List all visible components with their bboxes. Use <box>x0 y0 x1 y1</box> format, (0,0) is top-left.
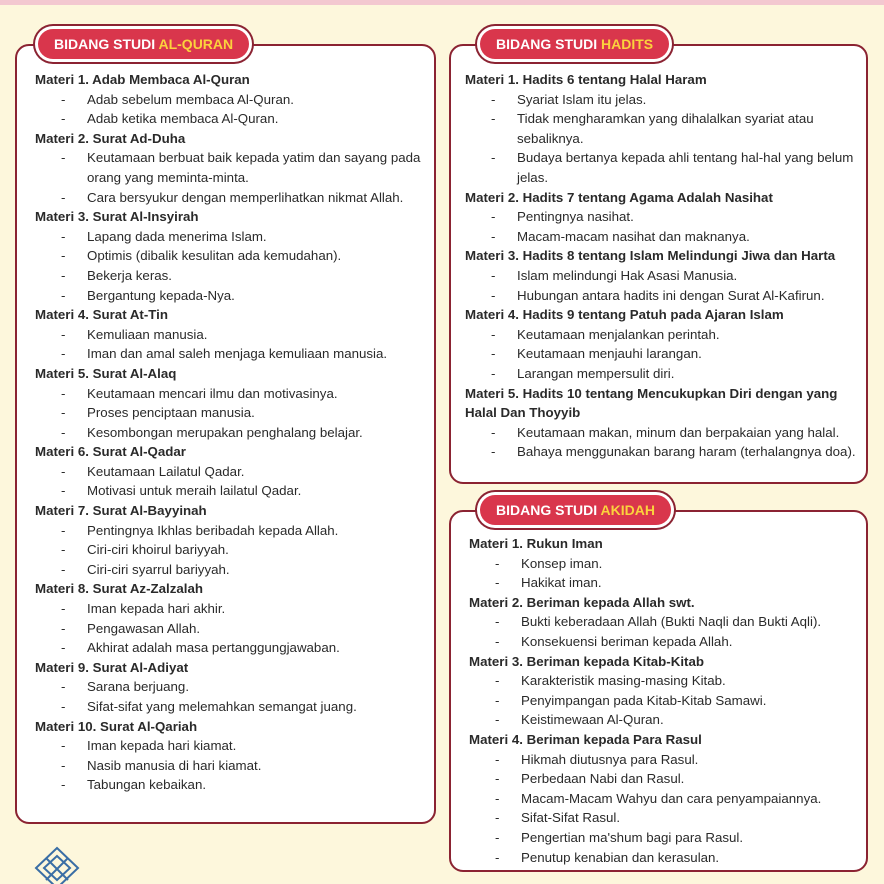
list-item: - Konsep iman. <box>469 554 863 574</box>
list-item: - Bekerja keras. <box>35 266 427 286</box>
materi-title: Materi 6. Surat Al-Qadar <box>35 444 186 460</box>
list-item: - Kemuliaan manusia. <box>35 325 427 345</box>
materi-title: Materi 1. Rukun Iman <box>469 536 603 551</box>
materi-title: Materi 4. Surat At-Tin <box>35 307 168 323</box>
materi-title: Materi 2. Beriman kepada Allah swt. <box>469 594 695 610</box>
list-item: - Ciri-ciri syarrul bariyyah. <box>35 560 427 580</box>
list-item: - Hikmah diutusnya para Rasul. <box>469 750 863 770</box>
list-item: - Pengertian ma'shum bagi para Rasul. <box>469 828 863 848</box>
list-item: - Hubungan antara hadits ini dengan Surat Al-Kafirun. <box>465 286 863 306</box>
materi-list <box>35 521 427 580</box>
list-item: - Optimis (dibalik kesulitan ada kemudahan). <box>35 246 427 266</box>
list-item: - Adab ketika membaca Al-Quran. <box>35 109 427 129</box>
materi-title: Materi 10. Surat Al-Qariah <box>35 718 198 734</box>
list-item: - Sifat-sifat yang melemahkan semangat juang. <box>35 697 427 717</box>
panel-akidah-content <box>469 534 863 867</box>
list-item: - Karakteristik masing-masing Kitab. <box>469 671 863 691</box>
list-item: - Bahaya menggunakan barang haram (terhalangnya doa). <box>465 442 863 462</box>
materi-title: Materi 2. Surat Ad-Duha <box>35 130 186 146</box>
materi-title: Materi 5. Surat Al-Alaq <box>35 365 177 381</box>
list-item: - Syariat Islam itu jelas. <box>465 90 863 110</box>
list-item: - Lapang dada menerima Islam. <box>35 227 427 247</box>
list-item: - Keutamaan menjalankan perintah. <box>465 325 863 345</box>
list-item: - Penutup kenabian dan kerasulan. <box>469 848 863 868</box>
materi-list <box>469 554 863 593</box>
list-item: - Penyimpangan pada Kitab-Kitab Samawi. <box>469 691 863 711</box>
materi-title: Materi 3. Hadits 8 tentang Islam Melindungi Jiwa dan Harta <box>465 248 836 264</box>
list-item: - Sarana berjuang. <box>35 677 427 697</box>
materi-title: Materi 1. Hadits 6 tentang Halal Haram <box>465 72 707 87</box>
tab-akidah-highlight: AKIDAH <box>600 502 655 518</box>
list-item: - Keistimewaan Al-Quran. <box>469 710 863 730</box>
materi-list <box>35 148 427 207</box>
panel-hadits <box>449 44 868 484</box>
materi-title: Materi 4. Hadits 9 tentang Patuh pada Ajaran Islam <box>465 307 784 323</box>
list-item: - Larangan mempersulit diri. <box>465 364 863 384</box>
materi-title: Materi 1. Adab Membaca Al-Quran <box>35 72 250 87</box>
materi-list <box>465 90 863 188</box>
list-item: - Bukti keberadaan Allah (Bukti Naqli dan Bukti Aqli). <box>469 612 863 632</box>
materi-list <box>35 227 427 305</box>
list-item: - Tidak mengharamkan yang dihalalkan syariat atau sebaliknya. <box>465 109 863 148</box>
list-item: - Proses penciptaan manusia. <box>35 403 427 423</box>
materi-list <box>35 90 427 129</box>
list-item: - Pentingnya nasihat. <box>465 207 863 227</box>
tab-alquran <box>38 29 249 59</box>
panel-alquran-content <box>35 70 427 795</box>
materi-list <box>35 325 427 364</box>
list-item: - Ciri-ciri khoirul bariyyah. <box>35 540 427 560</box>
list-item: - Motivasi untuk meraih lailatul Qadar. <box>35 481 427 501</box>
list-item: - Keutamaan mencari ilmu dan motivasinya. <box>35 384 427 404</box>
materi-list <box>35 677 427 716</box>
panel-hadits-content <box>465 70 863 462</box>
list-item: - Iman kepada hari kiamat. <box>35 736 427 756</box>
materi-title: Materi 5. Hadits 10 tentang Mencukupkan Diri dengan yang Halal Dan Thoyyib <box>465 385 838 421</box>
materi-list <box>465 423 863 462</box>
panel-akidah <box>449 510 868 872</box>
list-item: - Nasib manusia di hari kiamat. <box>35 756 427 776</box>
materi-list <box>469 671 863 730</box>
list-item: - Pengawasan Allah. <box>35 619 427 639</box>
tab-hadits-highlight: HADITS <box>601 36 654 52</box>
materi-title: Materi 2. Hadits 7 tentang Agama Adalah Nasihat <box>465 189 773 205</box>
materi-list <box>469 750 863 868</box>
list-item: - Kesombongan merupakan penghalang belajar. <box>35 423 427 443</box>
materi-list <box>35 599 427 658</box>
materi-title: Materi 7. Surat Al-Bayyinah <box>35 503 207 519</box>
tab-hadits-prefix: BIDANG STUDI <box>496 36 601 52</box>
list-item: - Keutamaan menjauhi larangan. <box>465 344 863 364</box>
list-item: - Macam-macam nasihat dan maknanya. <box>465 227 863 247</box>
materi-list <box>465 207 863 246</box>
tab-alquran-prefix: BIDANG STUDI <box>54 36 159 52</box>
list-item: - Pentingnya Ikhlas beribadah kepada Allah. <box>35 521 427 541</box>
tab-akidah <box>480 495 671 525</box>
materi-title: Materi 8. Surat Az-Zalzalah <box>35 581 203 597</box>
list-item: - Bergantung kepada-Nya. <box>35 286 427 306</box>
tab-hadits <box>480 29 669 59</box>
tab-akidah-prefix: BIDANG STUDI <box>496 502 601 518</box>
list-item: - Budaya bertanya kepada ahli tentang hal-hal yang belum jelas. <box>465 148 863 187</box>
list-item: - Keutamaan makan, minum dan berpakaian yang halal. <box>465 423 863 443</box>
materi-list <box>35 462 427 501</box>
list-item: - Iman kepada hari akhir. <box>35 599 427 619</box>
materi-title: Materi 9. Surat Al-Adiyat <box>35 659 189 675</box>
materi-title: Materi 4. Beriman kepada Para Rasul <box>469 731 702 747</box>
list-item: - Iman dan amal saleh menjaga kemuliaan manusia. <box>35 344 427 364</box>
diamond-lattice-logo-icon <box>34 846 80 884</box>
list-item: - Akhirat adalah masa pertanggungjawaban. <box>35 638 427 658</box>
tab-alquran-highlight: AL-QURAN <box>158 36 234 52</box>
list-item: - Sifat-Sifat Rasul. <box>469 808 863 828</box>
list-item: - Perbedaan Nabi dan Rasul. <box>469 769 863 789</box>
panel-alquran <box>15 44 436 824</box>
materi-list <box>469 612 863 651</box>
list-item: - Keutamaan berbuat baik kepada yatim dan sayang pada orang yang meminta-minta. <box>35 148 427 187</box>
materi-list <box>35 384 427 443</box>
materi-list <box>35 736 427 795</box>
list-item: - Islam melindungi Hak Asasi Manusia. <box>465 266 863 286</box>
materi-title: Materi 3. Surat Al-Insyirah <box>35 209 199 225</box>
materi-list <box>465 266 863 305</box>
list-item: - Macam-Macam Wahyu dan cara penyampaiannya. <box>469 789 863 809</box>
top-accent-line <box>0 0 884 5</box>
list-item: - Cara bersyukur dengan memperlihatkan nikmat Allah. <box>35 188 427 208</box>
list-item: - Adab sebelum membaca Al-Quran. <box>35 90 427 110</box>
materi-list <box>465 325 863 384</box>
list-item: - Hakikat iman. <box>469 573 863 593</box>
list-item: - Konsekuensi beriman kepada Allah. <box>469 632 863 652</box>
list-item: - Tabungan kebaikan. <box>35 775 427 795</box>
list-item: - Keutamaan Lailatul Qadar. <box>35 462 427 482</box>
materi-title: Materi 3. Beriman kepada Kitab-Kitab <box>469 653 704 669</box>
